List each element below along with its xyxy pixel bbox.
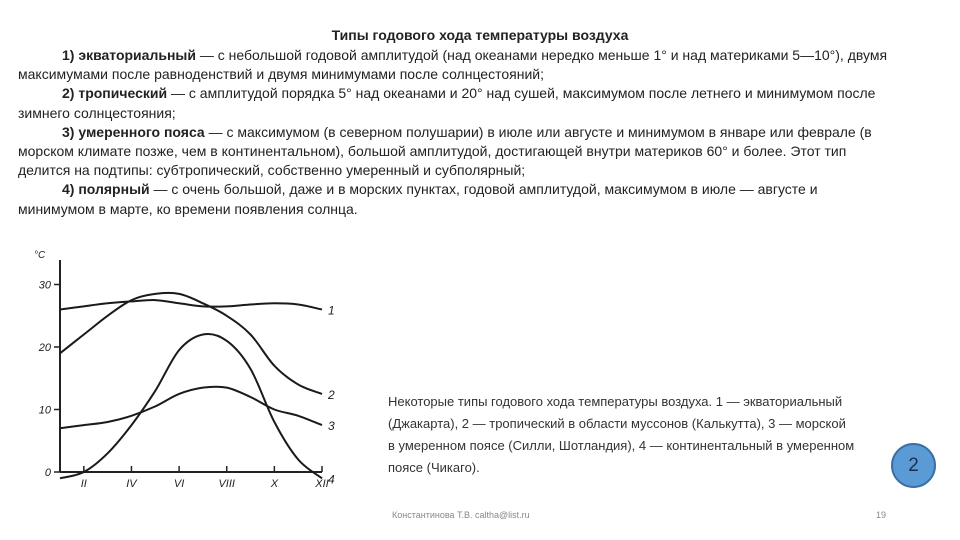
item-label: 2) тропический [62,85,168,102]
slide-title: Типы годового хода температуры воздуха [331,27,629,43]
y-tick-label: 30 [38,279,51,292]
footer-author: Константинова Т.В. caltha@list.ru [392,510,530,520]
list-item [18,46,898,84]
chart-series [60,293,322,478]
item-text: — с очень большой, даже и в морских пунктах, годовой амплитудой, максимумом в июле — августе и минимумом в марте, ко времени появления солнца. [18,181,818,217]
list-item [18,84,898,122]
x-tick-label: IV [126,478,137,490]
temperature-chart [18,236,340,498]
series-line-3 [60,387,322,429]
y-tick-label: 10 [38,404,51,417]
x-tick-label: VI [173,478,185,490]
series-label: 2 [328,387,335,402]
series-label: 4 [328,472,335,487]
y-tick-label: 0 [44,467,51,479]
item-text: — с амплитудой порядка 5° над океанами и 20° над сушей, максимумом после летнего и минимумом после зимнего солнцестояния; [18,85,876,121]
item-label: 3) умеренного пояса [62,123,205,140]
item-text: — с максимумом (в северном полушарии) в июле или августе и минимумом в январе или феврале (в морском климате позже, чем в континентальном), большой амплитудой, достигающей внутри материков 60° и более. Этот тип делится на подтипы: субтропический, собственно умеренный и субполярный; [18,123,872,179]
item-label: 4) полярный [62,181,150,198]
page-number: 19 [876,510,887,520]
item-text: — с небольшой годовой амплитудой (над океанами нередко меньше 1° и над материками 5—10°), двумя максимумами после равноденствий и двумя минимумами после солнцестояний; [18,47,888,83]
item-label: 1) экваториальный [62,47,196,63]
list-item [18,180,898,218]
x-tick-label: XII [315,478,329,490]
figure-caption: Некоторые типы годового хода температуры воздуха. 1 — экваториальный (Джакарта), 2 — тропический в области муссонов (Калькутта), 3 — морской в умеренном поясе (Силли, Шотландия), 4 — континентальный в умеренном поясе (Чикаго). [388,394,855,475]
chart-labels [34,250,335,490]
x-tick-label: VIII [218,478,235,490]
slide-badge: 2 [891,443,936,488]
series-label: 1 [328,303,335,318]
chart-axes [54,260,322,472]
x-tick-label: X [270,478,279,490]
series-line-1 [60,300,322,309]
body-text [18,46,898,219]
series-line-2 [60,293,322,394]
y-tick-label: 20 [38,342,51,354]
x-tick-label: II [80,478,87,490]
y-axis-label: °C [34,250,46,261]
series-line-4 [60,334,322,478]
list-item [18,123,898,181]
series-label: 3 [328,419,335,434]
